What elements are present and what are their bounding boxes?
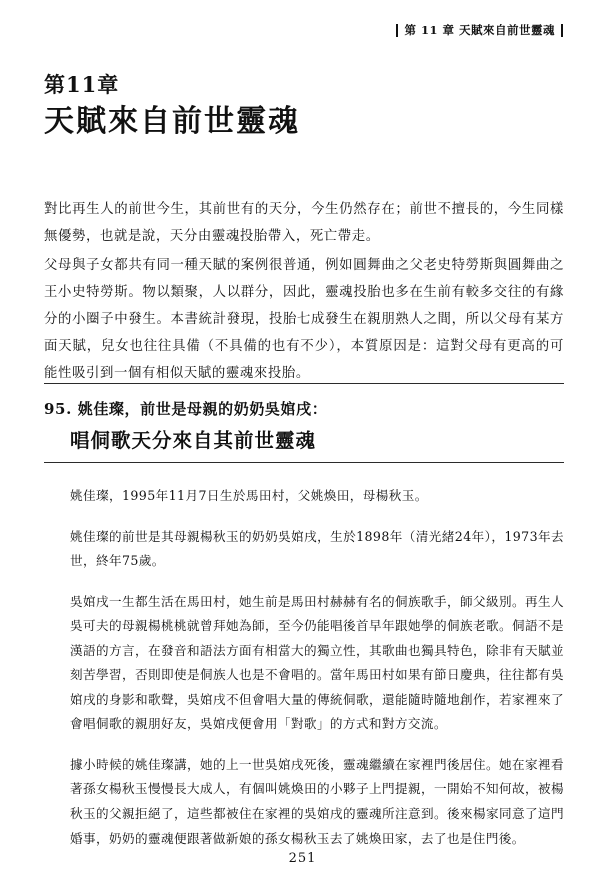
header-rule-right-icon	[561, 24, 563, 37]
header-rule-left-icon	[396, 24, 398, 37]
body-paragraph: 姚佳璨的前世是其母親楊秋玉的奶奶吳婠戌，生於1898年（清光緒24年），1973年去世，終年75歲。	[70, 528, 564, 569]
case-subject-line: 95. 姚佳璨，前世是母親的奶奶吳婠戌：	[44, 400, 328, 418]
running-header-text: 第 11 章 天賦來自前世靈魂	[404, 23, 555, 37]
body-paragraph: 姚佳璨，1995年11月7日生於馬田村，父姚煥田，母楊秋玉。	[70, 488, 428, 503]
intro-paragraph: 對比再生人的前世今生，其前世有的天分，今生仍然存在；前世不擅長的，今生同樣無優勢，也就是說，天分由靈魂投胎帶入，死亡帶走。	[44, 202, 564, 245]
intro-paragraph: 父母與子女都共有同一種天賦的案例很普通，例如圓舞曲之父老史特勞斯與圓舞曲之王小史特勞斯。物以類聚，人以群分，因此，靈魂投胎也多在生前有較多交往的有緣分的小圈子中發生。本書統計發現，投胎七成發生在親朋熟人之間，所以父母有某方面天賦，兒女也往往具備（不具備的也有不少），本質原因是：這對父母有更高的可能性吸引到一個有相似天賦的靈魂來投胎。	[44, 258, 564, 382]
page-number: 251	[288, 851, 317, 866]
case-headline: 唱侗歌天分來自其前世靈魂	[70, 428, 317, 452]
chapter-title: 天賦來自前世靈魂	[44, 104, 300, 140]
running-header	[396, 22, 563, 38]
chapter-heading	[44, 72, 300, 141]
divider-top	[44, 383, 564, 384]
body-paragraph: 據小時候的姚佳璨講，她的上一世吳婠戌死後，靈魂繼續在家裡門後居住。她在家裡看著孫女楊秋玉慢慢長大成人，有個叫姚煥田的小夥子上門提親，一開始不知何故，被楊秋玉的父親拒絕了，這些都被住在家裡的吳婠戌的靈魂所注意到。後來楊家同意了這門婚事，奶奶的靈魂便跟著做新娘的孫女楊秋玉去了姚煥田家，去了也是住門後。	[70, 756, 564, 846]
case-body	[44, 484, 564, 867]
divider-bottom	[44, 462, 564, 463]
chapter-number: 第11章	[44, 72, 120, 97]
body-paragraph: 吳婠戌一生都生活在馬田村，她生前是馬田村赫赫有名的侗族歌手，師父級別。再生人吳可夫的母親楊桃桃就曾拜她為師，至今仍能唱後首早年跟她學的侗族老歌。侗語不是漢語的方言，在發音和語法方面有相當大的獨立性，其歌曲也獨具特色，除非有天賦並刻苦學習，否則即使是侗族人也是不會唱的。當年馬田村如果有節日慶典，往往都有吳婠戌的身影和歌聲，吳婠戌不但會唱大量的傳統侗歌，還能隨時隨地創作，若家裡來了會唱侗歌的親朋好友，吳婠戌便會用「對歌」的方式和對方交流。	[70, 593, 564, 732]
chapter-intro	[44, 196, 564, 390]
case-heading	[44, 398, 564, 454]
